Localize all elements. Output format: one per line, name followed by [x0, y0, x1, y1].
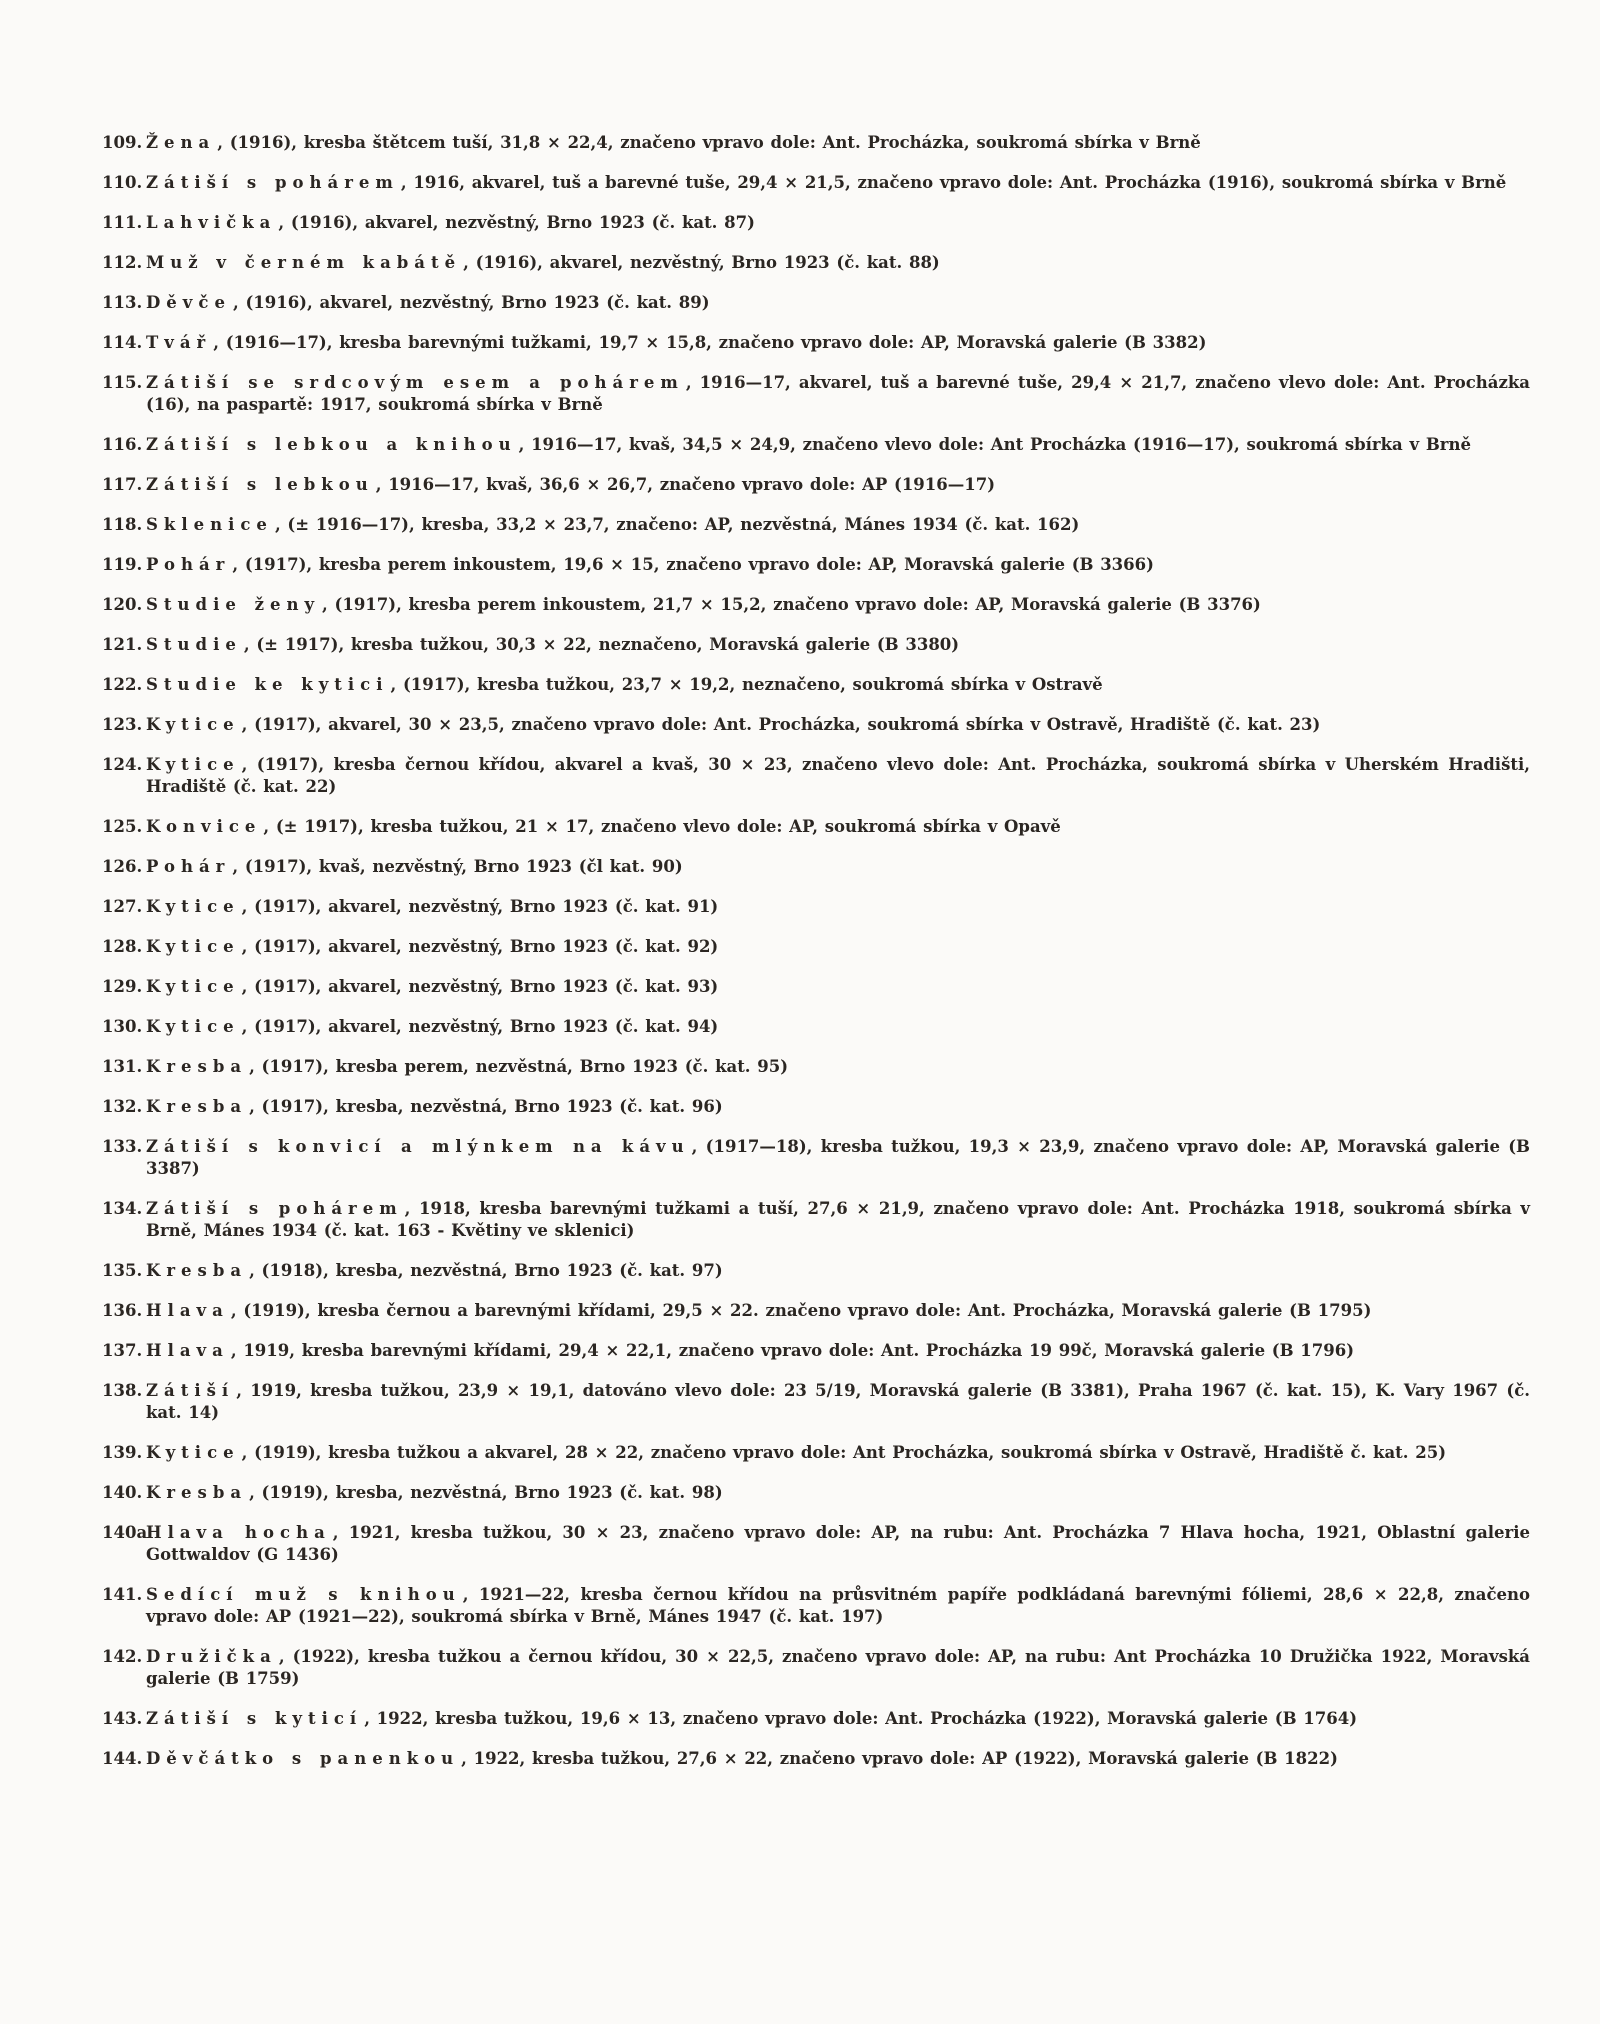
entry-number: 122.: [102, 675, 143, 694]
entry-number: 135.: [102, 1261, 143, 1280]
entry-details: , 1916—17, kvaš, 34,5 × 24,9, značeno vlevo dole: Ant Procházka (1916—17), soukromá sbírka v Brně: [518, 435, 1471, 454]
entry-number: 110.: [102, 173, 143, 192]
entry-text: [146, 252, 1530, 274]
entry-title: Kresba: [146, 1057, 248, 1076]
catalog-entry: [102, 172, 1530, 194]
entry-title: Studie ke kytici: [146, 675, 389, 694]
entry-number: 121.: [102, 635, 143, 654]
entry-details: , (1917), akvarel, nezvěstný, Brno 1923 (č. kat. 92): [241, 937, 719, 956]
entry-text: [146, 1198, 1530, 1242]
entry-number: 128.: [102, 937, 143, 956]
entry-title: Sedící muž s knihou: [146, 1585, 461, 1604]
entry-text: [146, 1096, 1530, 1118]
entry-title: Kytice: [146, 755, 240, 774]
entry-title: Kytice: [146, 977, 240, 996]
entry-number: 119.: [102, 555, 143, 574]
catalog-entry: [102, 514, 1530, 536]
entry-title: Zátiší s konvicí a mlýnkem na kávu: [146, 1137, 690, 1156]
entry-text: [146, 292, 1530, 314]
entry-details: , (1917), akvarel, nezvěstný, Brno 1923 (č. kat. 93): [241, 977, 719, 996]
entry-details: , (± 1916—17), kresba, 33,2 × 23,7, značeno: AP, nezvěstná, Mánes 1934 (č. kat. 162): [274, 515, 1080, 534]
catalog-entry: [102, 132, 1530, 154]
entry-title: Pohár: [146, 555, 231, 574]
entry-text: [146, 1016, 1530, 1038]
catalog-entry: [102, 1442, 1530, 1464]
entry-details: , (1919), kresba, nezvěstná, Brno 1923 (č. kat. 98): [249, 1483, 723, 1502]
entry-details: , (1917—18), kresba tužkou, 19,3 × 23,9, značeno vpravo dole: AP, Moravská galerie (B 3387): [146, 1137, 1530, 1178]
entry-number: 124.: [102, 755, 143, 774]
entry-text: [146, 634, 1530, 656]
catalog-entry: [102, 896, 1530, 918]
entry-title: Kytice: [146, 1443, 240, 1462]
catalog-entry: [102, 674, 1530, 696]
catalog-entry: [102, 332, 1530, 354]
entry-details: , (1916), akvarel, nezvěstný, Brno 1923 (č. kat. 87): [278, 213, 755, 232]
entry-title: Zátiší s pohárem: [146, 173, 399, 192]
entry-text: [146, 896, 1530, 918]
entry-text: [146, 1708, 1530, 1730]
entry-details: , (± 1917), kresba tužkou, 21 × 17, značeno vlevo dole: AP, soukromá sbírka v Opavě: [263, 817, 1061, 836]
entry-number: 134.: [102, 1199, 143, 1218]
catalog-entry: [102, 1522, 1530, 1566]
entry-number: 125.: [102, 817, 143, 836]
catalog-entry: [102, 1198, 1530, 1242]
entry-details: , 1916—17, kvaš, 36,6 × 26,7, značeno vpravo dole: AP (1916—17): [375, 475, 996, 494]
entry-details: , (1917), kresba černou křídou, akvarel a kvaš, 30 × 23, značeno vlevo dole: Ant. Procházka, soukromá sbírka v Uherském Hradišti, Hradiště (č. kat. 22): [146, 755, 1530, 796]
entry-number: 123.: [102, 715, 143, 734]
entry-details: , 1918, kresba barevnými tužkami a tuší, 27,6 × 21,9, značeno vpravo dole: Ant. Procházka 1918, soukromá sbírka v Brně, Mánes 1934 (č. kat. 163 - Květiny ve sklenici): [146, 1199, 1530, 1240]
entry-number: 114.: [102, 333, 143, 352]
entry-text: [146, 434, 1530, 456]
entry-title: Zátiší s pohárem: [146, 1199, 403, 1218]
entry-text: [146, 714, 1530, 736]
entry-text: [146, 1646, 1530, 1690]
entry-text: [146, 172, 1530, 194]
catalog-entry: [102, 1016, 1530, 1038]
entry-text: [146, 1340, 1530, 1362]
entry-number: 141.: [102, 1585, 143, 1604]
entry-title: Sklenice: [146, 515, 273, 534]
entry-title: Kytice: [146, 715, 240, 734]
entry-details: , (1917), kresba perem inkoustem, 19,6 × 15, značeno vpravo dole: AP, Moravská galerie (B 3366): [232, 555, 1154, 574]
entry-details: , 1916, akvarel, tuš a barevné tuše, 29,4 × 21,5, značeno vpravo dole: Ant. Procházka (1916), soukromá sbírka v Brně: [400, 173, 1507, 192]
entry-details: , (1919), kresba tužkou a akvarel, 28 × 22, značeno vpravo dole: Ant Procházka, soukromá sbírka v Ostravě, Hradiště č. kat. 25): [241, 1443, 1447, 1462]
entry-details: , (1916), akvarel, nezvěstný, Brno 1923 (č. kat. 89): [232, 293, 710, 312]
entry-number: 137.: [102, 1341, 143, 1360]
catalog-entry: [102, 1136, 1530, 1180]
entry-title: Kresba: [146, 1483, 248, 1502]
entry-number: 140a: [102, 1523, 148, 1542]
entry-number: 120.: [102, 595, 143, 614]
entry-title: Konvice: [146, 817, 262, 836]
entry-text: [146, 1260, 1530, 1282]
catalog-entry: [102, 936, 1530, 958]
catalog-entry: [102, 1260, 1530, 1282]
catalog-entry: [102, 1300, 1530, 1322]
entry-title: Tvář: [146, 333, 212, 352]
catalog-entry: [102, 1380, 1530, 1424]
catalog-entry: [102, 474, 1530, 496]
entry-text: [146, 1522, 1530, 1566]
catalog-entry: [102, 634, 1530, 656]
entry-number: 144.: [102, 1749, 143, 1768]
entry-title: Kytice: [146, 897, 240, 916]
entry-title: Děvčátko s panenkou: [146, 1749, 460, 1768]
entry-number: 116.: [102, 435, 143, 454]
entry-title: Děvče: [146, 293, 231, 312]
catalog-entry: [102, 1056, 1530, 1078]
entry-details: , 1919, kresba barevnými křídami, 29,4 × 22,1, značeno vpravo dole: Ant. Procházka 19 99č, Moravská galerie (B 1796): [230, 1341, 1355, 1360]
catalog-entry: [102, 976, 1530, 998]
catalog-entry: [102, 754, 1530, 798]
catalog-list: [102, 132, 1530, 1788]
entry-title: Hlava hocha: [146, 1523, 331, 1542]
entry-number: 138.: [102, 1381, 143, 1400]
catalog-entry: [102, 816, 1530, 838]
entry-details: , (1917), kresba tužkou, 23,7 × 19,2, neznačeno, soukromá sbírka v Ostravě: [390, 675, 1103, 694]
entry-number: 109.: [102, 133, 143, 152]
entry-number: 139.: [102, 1443, 143, 1462]
entry-title: Zátiší: [146, 1381, 235, 1400]
entry-details: , (1916—17), kresba barevnými tužkami, 19,7 × 15,8, značeno vpravo dole: AP, Moravská galerie (B 3382): [213, 333, 1207, 352]
entry-details: , (1916), akvarel, nezvěstný, Brno 1923 (č. kat. 88): [463, 253, 940, 272]
entry-title: Pohár: [146, 857, 231, 876]
entry-text: [146, 674, 1530, 696]
entry-title: Kytice: [146, 937, 240, 956]
entry-number: 112.: [102, 253, 143, 272]
entry-text: [146, 332, 1530, 354]
entry-title: Lahvička: [146, 213, 277, 232]
entry-number: 126.: [102, 857, 143, 876]
entry-text: [146, 754, 1530, 798]
catalog-entry: [102, 554, 1530, 576]
entry-text: [146, 1056, 1530, 1078]
entry-details: , (1917), kvaš, nezvěstný, Brno 1923 (čl kat. 90): [232, 857, 683, 876]
entry-details: , (1919), kresba černou a barevnými křídami, 29,5 × 22. značeno vpravo dole: Ant. Procházka, Moravská galerie (B 1795): [230, 1301, 1372, 1320]
entry-text: [146, 936, 1530, 958]
entry-text: [146, 976, 1530, 998]
entry-number: 130.: [102, 1017, 143, 1036]
catalog-entry: [102, 372, 1530, 416]
catalog-entry: [102, 1096, 1530, 1118]
catalog-entry: [102, 1748, 1530, 1770]
entry-text: [146, 474, 1530, 496]
entry-details: , 1922, kresba tužkou, 27,6 × 22, značeno vpravo dole: AP (1922), Moravská galerie (B 1822): [461, 1749, 1338, 1768]
entry-details: , (1917), kresba perem inkoustem, 21,7 × 15,2, značeno vpravo dole: AP, Moravská galerie (B 3376): [322, 595, 1261, 614]
catalog-entry: [102, 1584, 1530, 1628]
entry-title: Zátiší s kyticí: [146, 1709, 363, 1728]
entry-title: Studie ženy: [146, 595, 321, 614]
entry-number: 113.: [102, 293, 143, 312]
entry-text: [146, 554, 1530, 576]
entry-details: , (1917), akvarel, nezvěstný, Brno 1923 (č. kat. 94): [241, 1017, 719, 1036]
catalog-entry: [102, 212, 1530, 234]
entry-number: 111.: [102, 213, 143, 232]
entry-text: [146, 816, 1530, 838]
entry-text: [146, 132, 1530, 154]
entry-details: , 1916—17, akvarel, tuš a barevné tuše, 29,4 × 21,7, značeno vlevo dole: Ant. Procházka (16), na paspartě: 1917, soukromá sbírka v Brně: [146, 373, 1530, 414]
entry-title: Zátiší s lebkou a knihou: [146, 435, 517, 454]
entry-details: , 1922, kresba tužkou, 19,6 × 13, značeno vpravo dole: Ant. Procházka (1922), Moravská galerie (B 1764): [364, 1709, 1358, 1728]
entry-text: [146, 372, 1530, 416]
entry-number: 129.: [102, 977, 143, 996]
catalog-entry: [102, 252, 1530, 274]
entry-number: 133.: [102, 1137, 143, 1156]
entry-text: [146, 1442, 1530, 1464]
entry-details: , 1921, kresba tužkou, 30 × 23, značeno vpravo dole: AP, na rubu: Ant. Procházka 7 Hlava hocha, 1921, Oblastní galerie Gottwaldov (G 1436): [146, 1523, 1530, 1564]
entry-text: [146, 1584, 1530, 1628]
catalog-entry: [102, 434, 1530, 456]
catalog-entry: [102, 714, 1530, 736]
entry-details: , (1916), kresba štětcem tuší, 31,8 × 22,4, značeno vpravo dole: Ant. Procházka, soukromá sbírka v Brně: [217, 133, 1201, 152]
catalog-entry: [102, 594, 1530, 616]
entry-details: , (1917), kresba perem, nezvěstná, Brno 1923 (č. kat. 95): [249, 1057, 789, 1076]
entry-text: [146, 594, 1530, 616]
entry-number: 132.: [102, 1097, 143, 1116]
catalog-entry: [102, 1340, 1530, 1362]
entry-number: 136.: [102, 1301, 143, 1320]
entry-text: [146, 514, 1530, 536]
catalog-entry: [102, 1482, 1530, 1504]
entry-details: , (± 1917), kresba tužkou, 30,3 × 22, neznačeno, Moravská galerie (B 3380): [243, 635, 960, 654]
entry-text: [146, 1300, 1530, 1322]
catalog-entry: [102, 292, 1530, 314]
entry-details: , (1917), akvarel, nezvěstný, Brno 1923 (č. kat. 91): [241, 897, 719, 916]
entry-title: Zátiší se srdcovým esem a pohárem: [146, 373, 684, 392]
entry-title: Muž v černém kabátě: [146, 253, 462, 272]
entry-text: [146, 1748, 1530, 1770]
catalog-entry: [102, 856, 1530, 878]
catalog-entry: [102, 1646, 1530, 1690]
entry-text: [146, 212, 1530, 234]
entry-number: 127.: [102, 897, 143, 916]
entry-number: 117.: [102, 475, 143, 494]
entry-details: , (1917), kresba, nezvěstná, Brno 1923 (č. kat. 96): [249, 1097, 723, 1116]
entry-details: , 1921—22, kresba černou křídou na průsvitném papíře podkládaná barevnými fóliemi, 28,6 × 22,8, značeno vpravo dole: AP (1921—22), soukromá sbírka v Brně, Mánes 1947 (č. kat. 197): [146, 1585, 1530, 1626]
entry-title: Kresba: [146, 1097, 248, 1116]
entry-title: Hlava: [146, 1301, 229, 1320]
entry-text: [146, 1482, 1530, 1504]
entry-title: Kresba: [146, 1261, 248, 1280]
entry-title: Zátiší s lebkou: [146, 475, 374, 494]
entry-details: , (1918), kresba, nezvěstná, Brno 1923 (č. kat. 97): [249, 1261, 723, 1280]
entry-title: Družička: [146, 1647, 277, 1666]
entry-number: 118.: [102, 515, 143, 534]
entry-text: [146, 1380, 1530, 1424]
entry-details: , 1919, kresba tužkou, 23,9 × 19,1, datováno vlevo dole: 23 5/19, Moravská galerie (B 3381), Praha 1967 (č. kat. 15), K. Vary 1967 (č. kat. 14): [146, 1381, 1530, 1422]
entry-number: 140.: [102, 1483, 143, 1502]
entry-details: , (1922), kresba tužkou a černou křídou, 30 × 22,5, značeno vpravo dole: AP, na rubu: Ant Procházka 10 Družička 1922, Moravská galerie (B 1759): [146, 1647, 1530, 1688]
entry-title: Žena: [146, 133, 216, 152]
entry-text: [146, 1136, 1530, 1180]
entry-details: , (1917), akvarel, 30 × 23,5, značeno vpravo dole: Ant. Procházka, soukromá sbírka v Ostravě, Hradiště (č. kat. 23): [241, 715, 1321, 734]
catalog-entry: [102, 1708, 1530, 1730]
entry-number: 142.: [102, 1647, 143, 1666]
entry-number: 143.: [102, 1709, 143, 1728]
entry-title: Hlava: [146, 1341, 229, 1360]
entry-number: 115.: [102, 373, 143, 392]
entry-number: 131.: [102, 1057, 143, 1076]
entry-title: Kytice: [146, 1017, 240, 1036]
entry-title: Studie: [146, 635, 242, 654]
entry-text: [146, 856, 1530, 878]
